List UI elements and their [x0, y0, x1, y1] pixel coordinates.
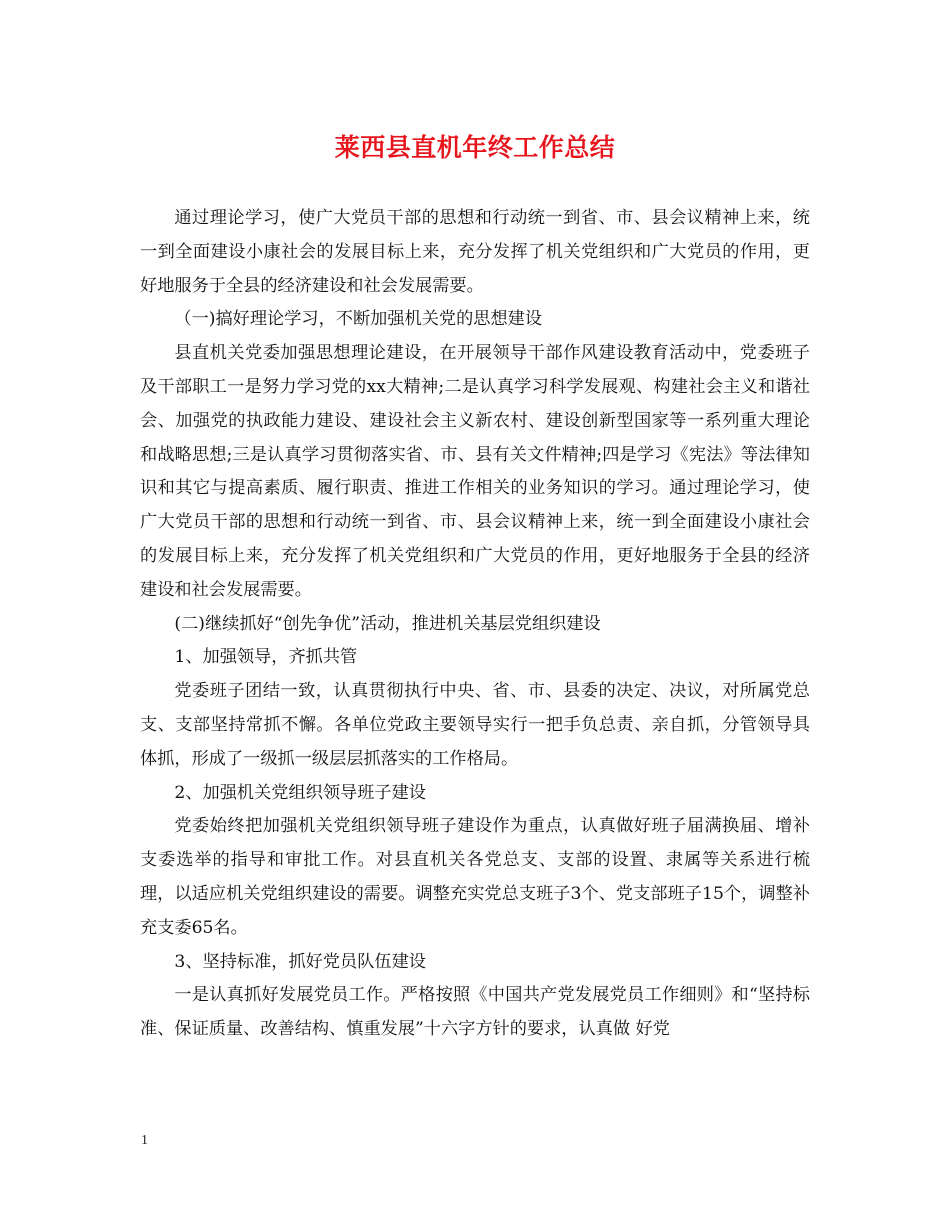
subheading-3: 3、坚持标准，抓好党员队伍建设 [174, 951, 426, 972]
subheading-1: 1、加强领导，齐抓共管 [174, 647, 358, 668]
subheading-2: 2、加强机关党组织领导班子建设 [174, 782, 426, 803]
paragraph-theory-study: 县直机关党委加强思想理论建设，在开展领导干部作风建设教育活动中，党委班子及干部职工一是努力学习党的xx大精神;二是认真学习科学发展观、构建社会主义和谐社会、加强党的执政能力建设、建设社会主义新农村、建设创新型国家等一系列重大理论和战略思想;三是认真学习贯彻落实省、市、县有关文件精神;四是学习《宪法》等法律知识和其它与提高素质、履行职责、推进工作相关的业务知识的学习。通过理论学习，使广大党员干部的思想和行动统一到省、市、县会议精神上来，统一到全面建设小康社会的发展目标上来，充分发挥了机关党组织和广大党员的作用，更好地服务于全县的经济建设和社会发展需要。 [140, 343, 810, 600]
section-heading-2: (二)继续抓好“创先争优”活动，推进机关基层党组织建设 [174, 613, 601, 634]
section-heading-1: （一)搞好理论学习，不断加强机关党的思想建设 [174, 309, 543, 330]
page-number: 1 [141, 1133, 148, 1148]
paragraph-leadership: 党委班子团结一致，认真贯彻执行中央、省、市、县委的决定、决议，对所属党总支、支部坚持常抓不懈。各单位党政主要领导实行一把手负总责、亲自抓，分管领导具体抓，形成了一级抓一级层层抓落实的工作格局。 [140, 681, 810, 769]
paragraph-member-development: 一是认真抓好发展党员工作。严格按照《中国共产党发展党员工作细则》和“坚持标准、保证质量、改善结构、慎重发展”十六字方针的要求，认真做 好党 [140, 985, 810, 1040]
paragraph-team-building: 党委始终把加强机关党组织领导班子建设作为重点，认真做好班子届满换届、增补支委选举的指导和审批工作。对县直机关各党总支、支部的设置、隶属等关系进行梳理，以适应机关党组织建设的需要。调整充实党总支班子3个、党支部班子15个，调整补充支委65名。 [140, 816, 810, 938]
paragraph-intro: 通过理论学习，使广大党员干部的思想和行动统一到省、市、县会议精神上来，统一到全面建设小康社会的发展目标上来，充分发挥了机关党组织和广大党员的作用，更好地服务于全县的经济建设和社会发展需要。 [140, 208, 810, 296]
document-body [140, 202, 810, 1047]
document-title: 莱西县直机年终工作总结 [334, 133, 616, 162]
